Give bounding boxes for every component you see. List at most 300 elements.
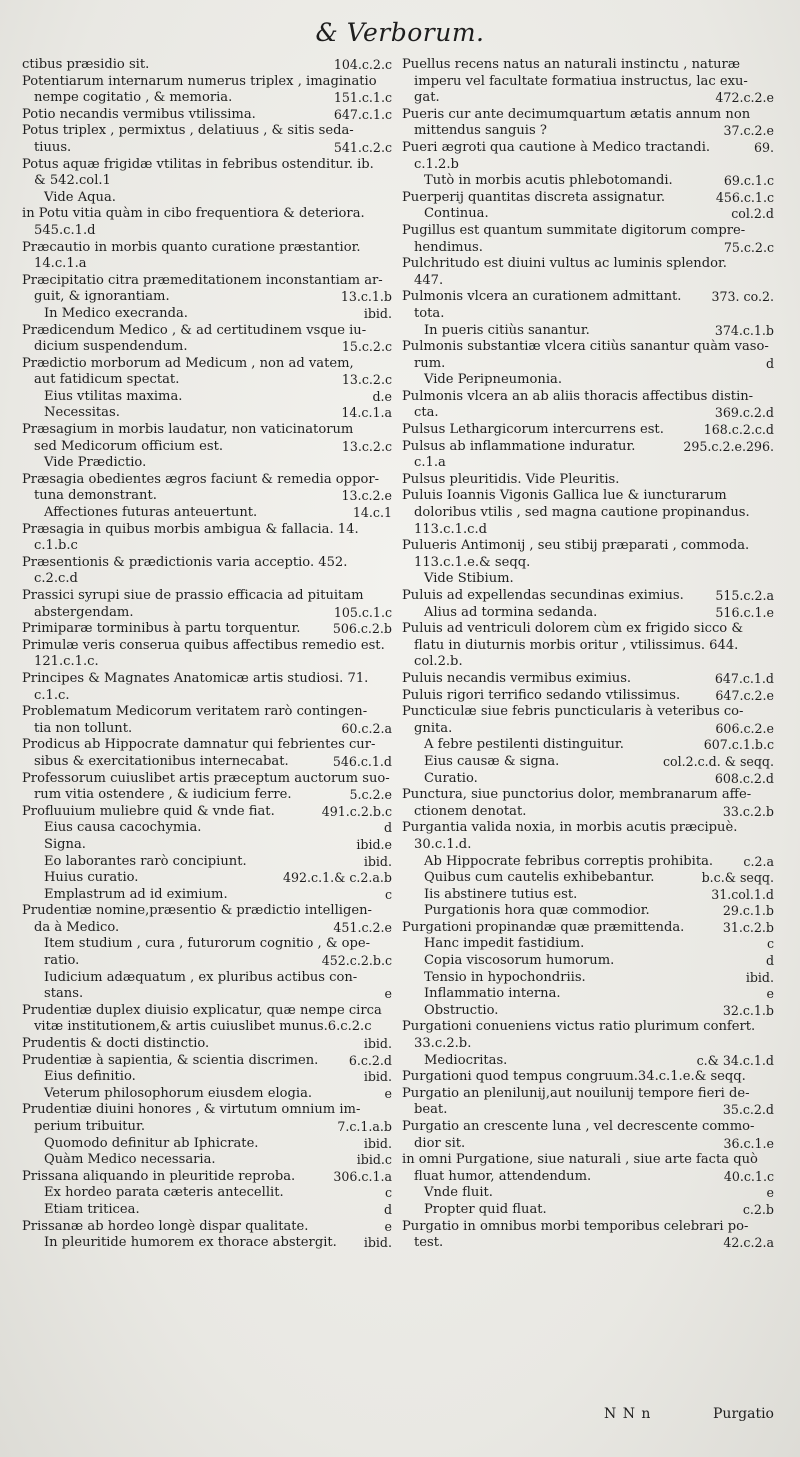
entry-continuation-line (402, 555, 774, 572)
index-entry (22, 323, 392, 356)
entry-text: Alius ad tormina sedanda. (424, 604, 598, 620)
entry-text: Etiam triticea. (44, 1201, 140, 1217)
entry-text: Potus triplex , permixtus , delatiuus , & sitis seda- (22, 123, 354, 139)
entry-text: stans. (44, 986, 84, 1002)
entry-text: rum vitia ostendere , & iudicium ferre. (34, 787, 292, 803)
index-entry (22, 1102, 392, 1135)
page-reference: 40.c.1.c (723, 1168, 774, 1184)
page-reference: 105.c.1.c (333, 604, 392, 620)
entry-text: ctibus præsidio sit. (22, 57, 150, 72)
entry-text: Propter quid fluat. (424, 1201, 547, 1217)
page-footer (0, 1406, 800, 1426)
page-reference: c.2.a (743, 853, 774, 869)
page-reference: ibid.e (356, 836, 392, 852)
entry-text: Emplastrum ad id eximium. (44, 886, 228, 902)
entry-text: Huius curatio. (44, 870, 139, 886)
index-entry (22, 870, 392, 887)
entry-line (402, 323, 774, 340)
entry-text: nempe cogitatio , & memoria. (34, 90, 233, 106)
entry-line (402, 1185, 774, 1202)
index-entry (402, 1119, 774, 1152)
page-reference: d (383, 1201, 392, 1217)
entry-line (22, 1219, 392, 1236)
page-reference: 647.c.1.d (714, 670, 774, 686)
entry-line (402, 223, 774, 240)
entry-line (402, 140, 774, 157)
page-reference: 15.c.2.c (341, 339, 392, 355)
index-entry (22, 1036, 392, 1053)
entry-continuation-line (22, 953, 392, 970)
entry-continuation-line (22, 654, 392, 671)
entry-line (402, 289, 774, 306)
entry-line (22, 190, 392, 207)
page-reference: 36.c.1.e (723, 1135, 774, 1151)
entry-text: Item studium , cura , futurorum cognitio , & ope- (44, 936, 371, 952)
entry-line (22, 273, 392, 290)
page-reference: 456.c.1.c (715, 189, 774, 205)
entry-continuation-line (402, 638, 774, 655)
entry-text: 545.c.1.d (34, 222, 96, 238)
index-entry (22, 1202, 392, 1219)
index-entry (402, 1003, 774, 1020)
entry-text: aut fatidicum spectat. (34, 372, 180, 388)
index-entry (402, 704, 774, 737)
index-entry (22, 422, 392, 455)
entry-text: Pulsus ab inflammatione induratur. (402, 438, 636, 454)
page-reference: 607.c.1.b.c (703, 737, 774, 753)
entry-continuation-line (402, 654, 774, 671)
entry-line (22, 1235, 392, 1252)
entry-text: in omni Purgatione, siue naturali , siue arte facta quò (402, 1152, 758, 1168)
index-entry (22, 273, 392, 306)
entry-text: dior sit. (414, 1135, 466, 1151)
entry-line (22, 820, 392, 837)
entry-text: beat. (414, 1102, 448, 1118)
index-entry (22, 107, 392, 124)
index-entry (22, 804, 392, 821)
index-entry (402, 372, 774, 389)
index-entry (22, 472, 392, 505)
page-reference: e (766, 1185, 774, 1201)
index-entry (402, 107, 774, 140)
index-entry (402, 1219, 774, 1252)
entry-text: Pueri ægroti qua cautione à Medico tractandi. (402, 139, 711, 155)
entry-line (22, 405, 392, 422)
entry-text: Profluuium muliebre quid & vnde fiat. (22, 803, 275, 819)
entry-line (402, 887, 774, 904)
entry-text: Puluis ad ventriculi dolorem cùm ex frigido sicco & (402, 621, 744, 637)
index-entry (402, 688, 774, 705)
entry-line (22, 472, 392, 489)
entry-line (22, 123, 392, 140)
entry-text: Iudicium adæquatum , ex pluribus actibus con- (44, 969, 358, 985)
entry-text: Purgantia valida noxia, in morbis acutis præcipuè. (402, 820, 738, 836)
entry-text: da à Medico. (34, 919, 120, 935)
entry-text: 113.c.1.c.d (414, 521, 488, 537)
index-entry (402, 820, 774, 853)
entry-continuation-line (22, 488, 392, 505)
entry-text: ctionem denotat. (414, 803, 527, 819)
entry-continuation-line (22, 605, 392, 622)
page-reference: e (384, 1218, 392, 1234)
entry-text: Vnde fluit. (424, 1185, 493, 1201)
entry-line (22, 157, 392, 174)
entry-line (22, 455, 392, 472)
entry-continuation-line (22, 439, 392, 456)
entry-text: Principes & Magnates Anatomicæ artis studiosi. 71. (22, 670, 369, 686)
entry-continuation-line (402, 240, 774, 257)
entry-line (402, 256, 774, 273)
entry-line (22, 1169, 392, 1186)
page-reference: ibid. (363, 305, 392, 321)
entry-line (402, 1219, 774, 1236)
index-entry (402, 472, 774, 489)
entry-continuation-line (402, 273, 774, 290)
index-entry (402, 190, 774, 207)
page-reference: 306.c.1.a (333, 1168, 392, 1184)
page-reference: e (384, 1085, 392, 1101)
page-reference: ibid. (363, 1036, 392, 1052)
entry-line (402, 422, 774, 439)
entry-line (402, 439, 774, 456)
index-entry (402, 605, 774, 622)
entry-line (402, 389, 774, 406)
entry-text: Primulæ veris conserua quibus affectibus remedio est. (22, 637, 385, 653)
entry-text: cta. (414, 405, 439, 421)
entry-continuation-line (402, 306, 774, 323)
page-reference: e (384, 986, 392, 1002)
page-reference: 14.c.1 (352, 505, 392, 521)
entry-continuation-line (402, 90, 774, 107)
index-entry (22, 1003, 392, 1036)
entry-text: in Potu vitia quàm in cibo frequentiora & deteriora. (22, 206, 365, 222)
entry-text: A febre pestilenti distinguitur. (424, 737, 624, 753)
entry-continuation-line (402, 74, 774, 91)
entry-line (402, 986, 774, 1003)
page-reference: e (766, 986, 774, 1002)
index-entry (22, 588, 392, 621)
index-entry (402, 986, 774, 1003)
index-entry (22, 621, 392, 638)
entry-continuation-line (22, 372, 392, 389)
entry-line (22, 671, 392, 688)
entry-continuation-line (402, 1235, 774, 1252)
entry-text: Copia viscosorum humorum. (424, 953, 615, 969)
entry-continuation-line (402, 455, 774, 472)
page-reference: 7.c.1.a.b (337, 1119, 392, 1134)
index-entry (402, 223, 774, 256)
entry-line (402, 920, 774, 937)
entry-text: Pulsus pleuritidis. Vide Pleuritis. (402, 471, 620, 487)
index-entry (402, 970, 774, 987)
index-entry (402, 903, 774, 920)
page-reference: 6.c.2.d (348, 1052, 392, 1068)
entry-continuation-line (402, 356, 774, 373)
index-entry (402, 936, 774, 953)
page-reference: 472.c.2.e (715, 90, 774, 106)
entry-line (22, 804, 392, 821)
page-reference: 606.c.2.e (715, 720, 774, 736)
page-reference: 451.c.2.e (333, 919, 392, 935)
entry-text: 14.c.1.a (34, 256, 87, 272)
index-entry (402, 771, 774, 788)
index-entry (402, 538, 774, 571)
entry-line (402, 903, 774, 920)
entry-text: Prudentiæ duplex diuisio explicatur, quæ nempe circa (22, 1002, 382, 1018)
entry-text: sed Medicorum officium est. (34, 438, 224, 454)
page-reference: col.2.c.d. & seqq. (662, 753, 774, 769)
page-reference: 295.c.2.e.296. (683, 438, 774, 454)
index-entry (22, 1136, 392, 1153)
index-entry (22, 704, 392, 737)
index-entry (402, 1152, 774, 1185)
entry-text: Ab Hippocrate febribus correptis prohibita. (424, 853, 714, 869)
entry-continuation-line (402, 1169, 774, 1186)
entry-line (22, 323, 392, 340)
entry-text: Puerperij quantitas discreta assignatur. (402, 189, 666, 205)
entry-line (402, 206, 774, 223)
index-entry (22, 1053, 392, 1070)
index-entry (22, 1069, 392, 1086)
entry-text: c.1.2.b (414, 156, 459, 172)
page-reference: 13.c.2.c (341, 372, 392, 388)
entry-continuation-line (22, 721, 392, 738)
entry-text: In pueris citiùs sanantur. (424, 322, 590, 338)
entry-text: Pulsus Lethargicorum intercurrens est. (402, 422, 664, 438)
index-entry (22, 903, 392, 936)
entry-text: Præsagia in quibus morbis ambigua & fallacia. 14. (22, 521, 359, 537)
index-entry (22, 1152, 392, 1169)
index-entry (22, 505, 392, 522)
index-entry (402, 389, 774, 422)
page-reference: ibid. (363, 1135, 392, 1151)
index-entry (22, 671, 392, 704)
catchword: Purgatio (713, 1406, 774, 1422)
index-entry (402, 422, 774, 439)
entry-text: Signa. (44, 836, 86, 852)
index-entry (402, 256, 774, 289)
index-entry (402, 870, 774, 887)
page-reference: 13.c.1.b (340, 289, 392, 305)
page-reference: 69.c.1.c (723, 173, 774, 189)
entry-text: Puluis Ioannis Vigonis Gallica lue & iuncturarum (402, 488, 727, 504)
entry-line (22, 74, 392, 91)
index-entry (22, 737, 392, 770)
right-column (402, 57, 774, 1252)
entry-text: Eo laborantes rarò concipiunt. (44, 853, 247, 869)
entry-text: Purgatio an crescente luna , vel decrescente commo- (402, 1119, 755, 1134)
entry-continuation-line (22, 571, 392, 588)
entry-text: Purgatio an plenilunij,aut nouilunij tempore fieri de- (402, 1085, 750, 1101)
page-reference: 608.c.2.d (714, 770, 774, 786)
page-reference: c (384, 886, 392, 902)
entry-text: guit, & ignorantiam. (34, 289, 170, 305)
index-entry (22, 405, 392, 422)
entry-line (402, 488, 774, 505)
entry-text: Prissana aliquando in pleuritide reproba. (22, 1168, 296, 1184)
entry-line (22, 356, 392, 373)
signature-mark: N N n (604, 1406, 652, 1422)
entry-text: Pulmonis vlcera an ab aliis thoracis affectibus distin- (402, 388, 754, 404)
entry-line (402, 970, 774, 987)
entry-line (402, 372, 774, 389)
entry-line (402, 671, 774, 688)
entry-line (402, 1119, 774, 1136)
index-entry (22, 190, 392, 207)
page-reference: 69. (753, 139, 774, 155)
entry-text: Potentiarum internarum numerus triplex , imaginatio (22, 73, 377, 89)
entry-continuation-line (402, 721, 774, 738)
index-entry (22, 1086, 392, 1103)
entry-text: Prudentiæ à sapientia, & scientia discrimen. (22, 1052, 319, 1068)
entry-text: Continua. (424, 206, 489, 222)
entry-line (22, 389, 392, 406)
page-reference: 32.c.1.b (722, 1002, 774, 1018)
entry-line (402, 57, 774, 74)
index-entry (22, 1185, 392, 1202)
index-entry (22, 887, 392, 904)
index-entry (22, 157, 392, 190)
page-reference: col.2.d (731, 206, 774, 222)
entry-text: flatu in diuturnis morbis oritur , vtilissimus. 644. (414, 637, 739, 653)
index-entry (22, 970, 392, 1003)
entry-text: Prædictio morborum ad Medicum , non ad vatem, (22, 355, 354, 371)
page-reference: ibid. (745, 969, 774, 985)
entry-text: Hanc impedit fastidium. (424, 936, 585, 952)
page-reference: 491.c.2.b.c (321, 803, 392, 819)
index-entry (22, 771, 392, 804)
entry-text: Puluis necandis vermibus eximius. (402, 670, 632, 686)
entry-text: Primiparæ torminibus à partu torquentur. (22, 621, 301, 637)
index-entry (22, 522, 392, 555)
entry-line (402, 605, 774, 622)
index-entry (402, 588, 774, 605)
entry-text: Præcipitatio citra præmeditationem inconstantiam ar- (22, 272, 383, 288)
entry-line (22, 555, 392, 572)
entry-line (22, 638, 392, 655)
entry-line (402, 704, 774, 721)
entry-line (22, 57, 392, 74)
entry-line (22, 1003, 392, 1020)
index-entry (402, 1069, 774, 1086)
entry-continuation-line (22, 688, 392, 705)
entry-text: Quàm Medico necessaria. (44, 1152, 216, 1168)
index-entry (402, 57, 774, 107)
page-reference: 13.c.2.c (341, 438, 392, 454)
entry-continuation-line (402, 405, 774, 422)
entry-text: c.1.a (414, 455, 446, 471)
entry-line (22, 870, 392, 887)
entry-line (402, 1202, 774, 1219)
entry-text: Quomodo definitur ab Iphicrate. (44, 1135, 259, 1151)
page-reference: 541.c.2.c (333, 139, 392, 155)
page-reference: 42.c.2.a (723, 1235, 774, 1251)
entry-line (402, 936, 774, 953)
entry-text: Vide Aqua. (44, 189, 116, 205)
entry-text: perium tribuitur. (34, 1119, 145, 1134)
index-entry (402, 621, 774, 671)
entry-line (22, 1202, 392, 1219)
entry-continuation-line (22, 1019, 392, 1036)
entry-text: In pleuritide humorem ex thorace abstergit. (44, 1235, 337, 1251)
page-reference: 75.c.2.c (723, 239, 774, 255)
entry-continuation-line (22, 986, 392, 1003)
entry-continuation-line (22, 173, 392, 190)
entry-line (22, 505, 392, 522)
entry-text: Obstructio. (424, 1002, 499, 1018)
index-entry (22, 123, 392, 156)
page-reference: 546.c.1.d (332, 753, 392, 769)
index-entry (22, 854, 392, 871)
entry-text: gnita. (414, 720, 453, 736)
entry-text: Veterum philosophorum eiusdem elogia. (44, 1085, 313, 1101)
entry-line (402, 737, 774, 754)
entry-text: Iis abstinere tutius est. (424, 886, 578, 902)
entry-text: tota. (414, 305, 445, 321)
index-entry (402, 173, 774, 190)
entry-text: Prudentiæ nomine,præsentio & prædictio intelligen- (22, 903, 372, 919)
page-reference: 29.c.1.b (722, 903, 774, 919)
entry-text: Purgationi quod tempus congruum.34.c.1.e.& seqq. (402, 1069, 746, 1085)
entry-continuation-line (22, 223, 392, 240)
entry-continuation-line (22, 754, 392, 771)
entry-text: Pulmonis substantiæ vlcera citiùs sanantur quàm vaso- (402, 339, 769, 355)
entry-text: mittendus sanguis ? (414, 123, 547, 139)
entry-line (402, 173, 774, 190)
entry-line (402, 771, 774, 788)
entry-text: 33.c.2.b. (414, 1036, 472, 1052)
entry-text: tia non tollunt. (34, 720, 133, 736)
page-reference: d.e (372, 388, 392, 404)
entry-line (402, 621, 774, 638)
page-reference: 104.c.2.c (333, 57, 392, 72)
entry-continuation-line (402, 505, 774, 522)
entry-text: Prodicus ab Hippocrate damnatur qui febrientes cur- (22, 737, 376, 753)
entry-text: Prudentiæ diuini honores , & virtutum omnium im- (22, 1102, 361, 1118)
page-reference: c (766, 936, 774, 952)
index-entry (402, 754, 774, 771)
entry-line (22, 970, 392, 987)
entry-text: Problematum Medicorum veritatem rarò contingen- (22, 704, 368, 720)
entry-text: Prudentis & docti distinctio. (22, 1036, 210, 1052)
index-entry (402, 787, 774, 820)
page-reference: d (383, 820, 392, 836)
entry-text: 121.c.1.c. (34, 654, 99, 670)
entry-text: Professorum cuiuslibet artis præceptum auctorum suo- (22, 770, 390, 786)
index-entry (402, 571, 774, 588)
entry-text: Mediocritas. (424, 1052, 508, 1068)
page-reference: d (765, 953, 774, 969)
index-entry (402, 289, 774, 322)
page-reference: 516.c.1.e (715, 604, 774, 620)
entry-line (402, 820, 774, 837)
page-reference: ibid. (363, 1069, 392, 1085)
entry-text: tuna demonstrant. (34, 488, 157, 504)
entry-line (402, 588, 774, 605)
entry-continuation-line (402, 1102, 774, 1119)
entry-line (22, 837, 392, 854)
entry-text: Prædicendum Medico , & ad certitudinem vsque iu- (22, 322, 367, 338)
entry-text: Quibus cum cautelis exhibebantur. (424, 870, 655, 886)
entry-text: sibus & exercitationibus internecabat. (34, 753, 289, 769)
entry-text: gat. (414, 90, 440, 106)
entry-line (402, 1152, 774, 1169)
entry-line (22, 1152, 392, 1169)
left-column (22, 57, 392, 1252)
entry-text: 113.c.1.e.& seqq. (414, 554, 531, 570)
entry-text: test. (414, 1235, 444, 1251)
entry-text: imperu vel facultate formatiua instructus, lac exu- (414, 73, 748, 89)
